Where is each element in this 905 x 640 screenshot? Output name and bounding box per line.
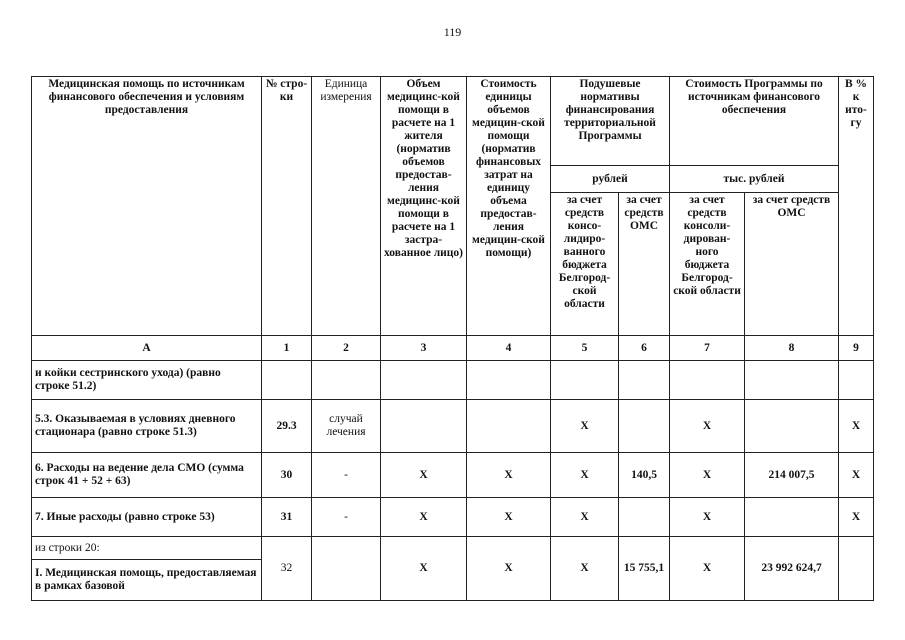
volume-cell: X — [381, 537, 467, 601]
row-label: 6. Расходы на ведение дела СМО (сумма строк 41 + 52 + 63) — [32, 453, 262, 498]
budget-thousand-cell: X — [670, 400, 745, 453]
budget-rub-cell: X — [551, 453, 619, 498]
row-label: 5.3. Оказываемая в условиях дневного стационара (равно строке 51.3) — [32, 400, 262, 453]
percent-cell: X — [839, 498, 874, 537]
header-oms-rub: за счет средств ОМС — [619, 193, 670, 336]
header-program-cost-group: Стоимость Программы по источникам финансового обеспечения — [670, 77, 839, 166]
cost-cell — [467, 400, 551, 453]
cost-cell: X — [467, 498, 551, 537]
column-index: 6 — [619, 336, 670, 361]
unit-cell: случай лечения — [312, 400, 381, 453]
cost-cell — [467, 361, 551, 400]
oms-thousand-cell — [745, 361, 839, 400]
budget-rub-cell: X — [551, 400, 619, 453]
column-index-row — [32, 336, 874, 361]
header-medical-care: Медицинская помощь по источникам финансового обеспечения и условиям предоставления — [32, 77, 262, 336]
header-percent: В % к ито-гу — [839, 77, 874, 336]
oms-rub-cell — [619, 361, 670, 400]
budget-rub-cell: X — [551, 537, 619, 601]
column-index: А — [32, 336, 262, 361]
financing-table — [31, 76, 874, 601]
budget-thousand-cell: X — [670, 537, 745, 601]
column-index: 7 — [670, 336, 745, 361]
row-label: I. Медицинская помощь, предоставляемая в рамках базовой — [32, 560, 262, 601]
column-index: 3 — [381, 336, 467, 361]
oms-rub-cell: 140,5 — [619, 453, 670, 498]
row-number: 32 — [262, 537, 312, 601]
unit-cell: - — [312, 453, 381, 498]
table-row — [32, 453, 874, 498]
row-number: 31 — [262, 498, 312, 537]
unit-cell: - — [312, 498, 381, 537]
percent-cell: X — [839, 400, 874, 453]
column-index: 8 — [745, 336, 839, 361]
header-unit-thousand-rubles: тыс. рублей — [670, 166, 839, 193]
header-volume: Объем медицинс-кой помощи в расчете на 1 жителя (норматив объемов предостав-ления медицинс-кой помощи в расчете на 1 застра-хованное лицо) — [381, 77, 467, 336]
page-number: 119 — [443, 25, 462, 39]
budget-thousand-cell: X — [670, 453, 745, 498]
budget-thousand-cell: X — [670, 498, 745, 537]
budget-thousand-cell — [670, 361, 745, 400]
column-index: 9 — [839, 336, 874, 361]
volume-cell: X — [381, 453, 467, 498]
oms-rub-cell — [619, 400, 670, 453]
row-label: и койки сестринского ухода) (равно строке 51.2) — [32, 361, 262, 400]
budget-rub-cell — [551, 361, 619, 400]
header-consolidated-budget-thousand: за счет средств консоли-дирован-ного бюджета Белгород-ской области — [670, 193, 745, 336]
cost-cell: X — [467, 453, 551, 498]
cost-cell: X — [467, 537, 551, 601]
volume-cell: X — [381, 498, 467, 537]
oms-thousand-cell: 23 992 624,7 — [745, 537, 839, 601]
header-consolidated-budget-rub: за счет средств консо-лидиро-ванного бюджета Белгород-ской области — [551, 193, 619, 336]
oms-rub-cell — [619, 498, 670, 537]
row-label: из строки 20: — [32, 537, 262, 560]
header-row-number: № стро-ки — [262, 77, 312, 336]
table-row — [32, 361, 874, 400]
table-row — [32, 498, 874, 537]
row-number — [262, 361, 312, 400]
row-label: 7. Иные расходы (равно строке 53) — [32, 498, 262, 537]
unit-cell — [312, 537, 381, 601]
unit-cell — [312, 361, 381, 400]
header-oms-thousand: за счет средств ОМС — [745, 193, 839, 336]
percent-cell: X — [839, 453, 874, 498]
oms-thousand-cell: 214 007,5 — [745, 453, 839, 498]
percent-cell — [839, 537, 874, 601]
volume-cell — [381, 361, 467, 400]
table-row — [32, 400, 874, 453]
table-row — [32, 537, 874, 560]
row-number: 29.3 — [262, 400, 312, 453]
header-unit-rubles: рублей — [551, 166, 670, 193]
percent-cell — [839, 361, 874, 400]
oms-thousand-cell — [745, 400, 839, 453]
header-unit: Единица измерения — [312, 77, 381, 336]
budget-rub-cell: X — [551, 498, 619, 537]
row-number: 30 — [262, 453, 312, 498]
column-index: 5 — [551, 336, 619, 361]
column-index: 1 — [262, 336, 312, 361]
header-unit-cost: Стоимость единицы объемов медицин-ской помощи (норматив финансовых затрат на единицу объема предостав-ления медицин-ской помощи) — [467, 77, 551, 336]
volume-cell — [381, 400, 467, 453]
header-per-capita-group: Подушевые нормативы финансирования территориальной Программы — [551, 77, 670, 166]
column-index: 2 — [312, 336, 381, 361]
oms-rub-cell: 15 755,1 — [619, 537, 670, 601]
oms-thousand-cell — [745, 498, 839, 537]
column-index: 4 — [467, 336, 551, 361]
